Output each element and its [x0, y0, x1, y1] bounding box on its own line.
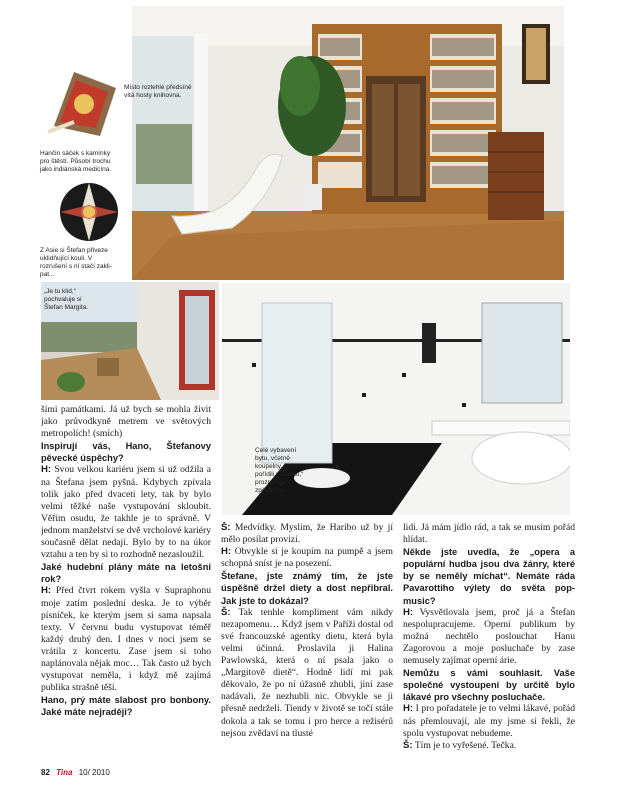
speaker-label: Š:	[221, 522, 231, 533]
answer-text: Medvídky. Myslím, že Haribo už by jí mělo posílat provizi.	[221, 522, 393, 546]
speaker-label: Š:	[403, 739, 413, 751]
speaker-label: H:	[41, 464, 52, 476]
interview-answer	[221, 607, 393, 740]
answer-text: I pro pořadatele je to velmi lákavé, pořád nás přemlouvají, ale my jsme si řekli, že spolu vystupovat nebudeme.	[403, 703, 575, 739]
answer-text: Tím je to vyřešené. Tečka.	[412, 739, 517, 751]
interview-question: Štefane, jste známý tím, že jste úspěšně držel diety a dost nepřibral. Jak jste to dokázal?	[221, 571, 393, 606]
interview-question: Hano, prý máte slabost pro bonbony. Jaké máte nejraději?	[41, 695, 211, 718]
answer-text: Vysvětlovala jsem, proč já a Štefan nespolupracujeme. Operní publikum by možná nechtělo poslouchat Hanu Zagorovou a moje posluchače by zase nemusely zajímat operní árie.	[403, 606, 575, 667]
page-number: 82	[41, 768, 50, 777]
answer-text: Obvykle si je koupím na pumpě a jsem schopná sníst je na posezení.	[221, 546, 393, 570]
answer-text: Před čtvrt rokem vyšla v Supraphonu moje zatím poslední deska. Je to výběr písniček, ke kterým jsem si sama napsala texty. V červnu budu vystupovat téměř každý druhý den. I dnes v noci jsem se vrátila z koncertu. Zase jsem si toho naplánovala nějak moc… Tak často už bych vystupovat neměla, i když mě zajímá publika strašně těší.	[41, 585, 211, 694]
speaker-label: H:	[221, 546, 232, 558]
interview-answer	[221, 522, 393, 546]
library-photo	[132, 6, 564, 280]
interview-question: Jaké hudební plány máte na letošní rok?	[41, 562, 211, 585]
speaker-label: Š:	[221, 606, 231, 618]
answer-text: Tak tenhle kompliment vám nikdy nezapomenu… Když jsem v Paříži dostal od své francouzské agentky dietu, která byla velmi účinná. Proslavila ji Halina Pawlowská, která o ní psala jako o „Margitově dietě“. Hodně lidí mi pak děkovalo, že po ní úžasně zhubli, jiní zase nadávali, že nezhubli nic. Obvykle se ji přesně nedrželi. Tiendy v životě se točí stále dokola a tak se tomu i pro herce a režisérů nejsou zvědaví na tlusté	[221, 606, 393, 739]
pouch-photo	[44, 66, 122, 144]
caption-library: Místo rozlehlé předsíně vítá hosty knihovna.	[124, 84, 192, 99]
page-footer	[41, 768, 110, 777]
ball-photo	[57, 181, 121, 243]
interview-answer	[41, 585, 211, 694]
interview-answer	[221, 546, 393, 570]
column-2	[221, 522, 393, 754]
interview-answer	[403, 607, 575, 667]
caption-ball: Z Asie si Štefan přiveze uklidňující kouli. V rozrušení s ní stačí zaklipat...	[40, 247, 112, 278]
column-1	[41, 404, 211, 756]
issue-number: 10/ 2010	[78, 768, 110, 777]
speaker-label: H:	[403, 703, 414, 715]
interview-question: Někde jste uvedla, že „opera a populární hudba jsou dva žánry, které by se neměly míchat“. Nemáte ráda Pavarottiho výlety do světa pop-music?	[403, 547, 575, 606]
caption-pouch: Hančin sáček s kamínky pro štěstí. Působí trochu jako indiánská medicína.	[40, 150, 112, 173]
caption-bathroom: Celé vybavení bytu, včetně koupelny, jsme pořídili v Česku,“ prozrazuje zpěvačka.	[255, 447, 304, 494]
interview-question: Inspirují vás, Hano, Štefanovy pěvecké úspěchy?	[41, 441, 211, 464]
speaker-label: H:	[403, 606, 414, 618]
interview-question: Nemůžu s vámi souhlasit. Vaše společné vystoupení by určitě bylo lákavé pro všechny posluchače.	[403, 668, 575, 703]
body-text: šími památkami. Já už bych se mohla živit jako průvodkyně metrem ve světových metropolích! (smích)	[41, 404, 211, 440]
caption-terrace: „Je tu klid,“ pochvaluje si Štefan Margita.	[44, 288, 89, 311]
interview-answer	[41, 464, 211, 561]
interview-answer	[403, 703, 575, 739]
speaker-label: H:	[41, 585, 52, 597]
column-3	[403, 522, 575, 754]
interview-answer	[403, 740, 575, 752]
body-text: lidi. Já mám jídlo rád, a tak se musím pořád hlídat.	[403, 522, 575, 546]
answer-text: Svou velkou kariéru jsem si už odžila a na Štefana jsem pyšná. Kdybych zpívala tolik jako před dvaceti lety, tak by bylo velmi těžké naše vystupování skloubit. Věřím osudu, že takhle je to správně. V jednom manželství se dvě vrcholové kariéry současně dělat nedají. Bylo by to na úkor vztahu a ten by si to rozhodně nezasloužil.	[41, 464, 211, 561]
brand-logo: Tina	[56, 768, 73, 777]
